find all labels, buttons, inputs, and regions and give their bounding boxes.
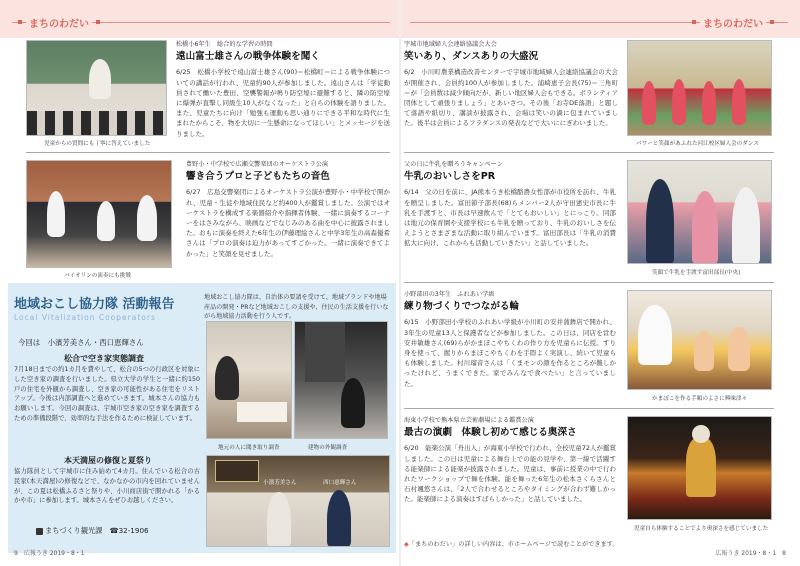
member-label: 西口恵輝さん xyxy=(323,480,357,486)
report-members: 今回は 小濱芳美さん・西口恵輝さん xyxy=(18,338,144,347)
contact-text: まちづくり観光課 ☎32-1906 xyxy=(45,526,149,535)
footer-note xyxy=(404,539,619,548)
photo-milk-handover xyxy=(627,160,772,264)
article-kicker: 海東小学校で熊本県立芸術劇場による鑑賞公演 xyxy=(404,417,534,424)
person-figure xyxy=(327,490,351,547)
footer-note-text: 「まちのわだい」の詳しい内容は、市ホームページで読むことができます。 xyxy=(408,541,619,548)
photo-kamaboko-making xyxy=(627,290,772,390)
article-title: 最古の演劇 体験し初めて感じる奥深さ xyxy=(404,427,577,439)
article-divider xyxy=(404,408,774,409)
article-body: 6/27 広島交響楽団によるオーケストラ公演が豊野小・中学校で開かれ、児童・生徒や地域住民など約400人が鑑賞しました。公演ではオーケストラを構成する楽器紹介や指揮者体験、一緒に演奏するコーナーをはさみながら、映画などでなじみのある曲を中心に披露されました。おもに演奏を終えた6年生の伊藤理絵さんと中学3年生の高森優希さんは「プロの演奏は迫力があってすごかった。一緒に演奏できてよかった」と笑顔を見せました。 xyxy=(186,188,390,258)
article-kamaboko xyxy=(404,290,616,419)
contact-icon xyxy=(36,528,43,535)
article-body: 6/25 松橋小学校で遠山富士雄さん(90)＝松橋町＝による戦争体験についての講話が行われ、児童約90人が参加しました。遠山さんは「学徒動員されて働いた豊田、空襲警報が鳴り防空壕に避難すると、隣の防空壕に爆弾が直撃し同級生10人がなくなった」と自らの体験を語りました。また、児童たちに向け「勉強も運動も思い通りにできる平和な時代に生まれたからこそ、物を大切に一生懸命になってほしい」とメッセージを送りました。 xyxy=(176,68,390,138)
photo-building-survey xyxy=(294,321,388,439)
dancer-figure xyxy=(672,79,686,125)
article-title: 遠山富士雄さんの戦争体験を聞く xyxy=(176,51,320,63)
article-war-story xyxy=(176,40,390,159)
article-title: 笑いあり、ダンスありの大盛況 xyxy=(404,51,539,63)
header-dot-icon xyxy=(692,20,696,24)
report-title: 地域おこし協力隊 活動報告 xyxy=(14,297,175,312)
contact-info xyxy=(36,526,149,536)
dancer-figure xyxy=(732,79,746,125)
photo-caption: バイオリンの演奏にも挑戦 xyxy=(64,273,131,279)
child-figure xyxy=(97,201,115,241)
person-figure xyxy=(341,378,365,428)
article-orchestra xyxy=(186,160,390,289)
section-header-left xyxy=(14,13,104,31)
photo-interview xyxy=(206,321,292,439)
photo-caption: 地元の人に聞き取り調査 xyxy=(218,445,280,451)
noh-mask xyxy=(692,425,710,443)
article-body: 6/14 父の日を前に、JA熊本うき松橋酪農女性部が市役所を訪れ、牛乳を贈呈しました。富田節子部長(68)らメンバー2人が守田憲史市長に牛乳を手渡すと、市長は早速飲んで「とてもおいしい」とにっこり。同部は地元の保育園や支援学校にも牛乳を贈っており、牛乳のおいしさを伝えようとさまざまな活動に取り組んでいます。富田部長は「牛乳の消費拡大に向け、これからも活動していきたい」と話していました。 xyxy=(404,188,616,248)
child-figure xyxy=(137,195,157,241)
chef-figure xyxy=(638,305,672,365)
article-divider xyxy=(26,152,390,153)
child-figure xyxy=(47,191,65,237)
noh-costume xyxy=(686,437,716,497)
page-number-left: 9 広報うき 2019・8・1 xyxy=(14,550,85,557)
woman-figure xyxy=(732,187,760,264)
article-womens-assoc xyxy=(404,40,618,159)
article-divider xyxy=(404,152,774,153)
article-milk-pr xyxy=(404,160,616,289)
person-figure xyxy=(267,492,291,547)
photo-members xyxy=(206,455,390,547)
photo-noh-performance xyxy=(627,416,772,520)
photo-war-story-lecture xyxy=(26,40,167,136)
article-body: 6/20 能楽公演「舟出入」が海東小学校で行われ、全校児童72人が鑑賞しました。この日は児童による舞台上での能の見学や、第一線で活躍する能楽師による能楽が披露されました。児童は、事前に授業の中で行われたワークショップで舞を体験。能を舞った6年生の松本さくらさんと石村颯悠さんは、「2人で合わせるところやタイミングが合わず難しかった。能楽師による演奏はすばらしかった」と話していました。 xyxy=(404,444,616,504)
photo-caption: 児童自ら体験することでより奥深さを感じていました xyxy=(634,526,769,532)
subsection-title: 本天満屋の修復と夏祭り xyxy=(64,456,152,465)
woman-figure xyxy=(692,191,718,264)
article-body: 6/15 小野部田小学校のふれあい学級が小川町の安井蒲鉾店で開かれ、3年生の児童13人と保護者などが参加しました。この日は、同店を営む安井敏雄さん(69)らがかまぼこやちくわの作り方を児童らに伝授。すり身を使って、握りからまぼこやちくわを手際よく実演し、続いて児童らも体験しました。村川瑠音さんは「くまモンの顔を作るところが難しかったけれど、うまくできた。家でみんなで食べたい」と言っていました。 xyxy=(404,318,616,388)
vitalization-report-panel xyxy=(8,283,396,553)
person-figure xyxy=(215,356,239,400)
section-header-text: まちのわだい xyxy=(26,15,92,30)
article-noh-theater xyxy=(404,416,616,545)
papers xyxy=(237,402,287,422)
article-kicker: 宇城市地域婦人会連絡協議会大会 xyxy=(404,41,497,48)
photo-caption: パワーと笑顔があふれた河江校区婦人会のダンス xyxy=(636,141,759,147)
photo-orchestra xyxy=(26,160,172,268)
section-header-text: まちのわだい xyxy=(700,15,766,30)
article-title: 牛乳のおいしさをPR xyxy=(404,171,496,183)
audience xyxy=(27,111,167,136)
report-intro: 地域おこし協力隊は、自治体の要請を受けて、地域ブランドや地場産品の開発・PRなど地域おこしの支援や、住民の生活支援を行いながら地域協力活動を行う人です。 xyxy=(204,294,389,321)
dancer-figure xyxy=(702,81,716,125)
speaker-figure xyxy=(89,59,111,99)
report-subtitle: Local Vitalization Cooperators xyxy=(14,313,156,322)
photo-caption: 建物の外観調査 xyxy=(308,445,348,451)
child-figure xyxy=(728,327,750,371)
subsection-body: 7月18日までの約1カ月を費やして、松合の5つの行政区を対象にした空き家の調査を行いました。県立大学の学生と一緒に約150戸の住宅を外観から調査し、空き家の可能性がある住宅をリストアップ。今後は内部調査へと進めていきます。城本さんの協力もお願いします。今回の調査は、宇城市空き家の空き家を調査するための準備段階で、効率的な手法を作るために検証しています。 xyxy=(14,366,200,422)
diamond-icon: ◆ xyxy=(404,541,409,548)
subsection-title: 松合で空き家実態調査 xyxy=(64,354,144,363)
page-gutter xyxy=(399,0,401,566)
article-kicker: 松橋小6年生 総合的な学習の時間 xyxy=(176,41,273,48)
building-wall xyxy=(305,322,345,382)
section-header-right xyxy=(688,13,778,31)
child-figure xyxy=(694,331,714,371)
article-title: 響き合うプロと子どもたちの音色 xyxy=(186,171,330,183)
article-body: 6/2 小川町農業構造改善センターで宇城市地域婦人会連絡協議会の大会が開催され、会員約100人が参加しました。浦崎恵子会長(75)＝三角町＝が「会員数は減少傾向だが、新しい地区婦人会もできる。ボランティア団体として頑張りましょう」とあいさつ。その後「お寺DE落語」と題して落語や紙切り、講談が披露され、会場は笑いの渦に包まれていました。後半は会員によるフラダンスの発表などで大いににぎわいました。 xyxy=(404,68,618,128)
mayor-figure xyxy=(646,179,674,264)
member-label: 小濱芳美さん xyxy=(263,480,297,486)
photo-caption: 児童からの質問にも丁寧に答えていました xyxy=(44,141,151,147)
header-dot-icon xyxy=(18,20,22,24)
article-kicker: 小野部田の3年生 ふれあい学級 xyxy=(404,291,495,298)
header-dot-icon xyxy=(96,20,100,24)
article-kicker: 豊野小・中学校で広瀬交響楽団のオーケストラ公演 xyxy=(186,161,329,168)
photo-hula-dance xyxy=(627,40,772,136)
article-kicker: 父の日に牛乳を贈ろうキャンペーン xyxy=(404,161,503,168)
shop-sign xyxy=(215,460,259,482)
page-number-right: 広報うき 2019・8・1 8 xyxy=(715,550,786,557)
article-divider xyxy=(404,282,774,283)
header-dot-icon xyxy=(770,20,774,24)
article-title: 練り物づくりでつながる輪 xyxy=(404,301,520,313)
photo-caption: かまぼこを作る手順のよさに興味津々 xyxy=(652,396,748,402)
dancer-figure xyxy=(642,81,656,125)
subsection-body: 協力隊員として宇城市に住み始めて4カ月。住んでいる松合の古民家(本天満屋)の修復などで、なかなかの市内を回れていませんが、この夏は松橋ふるさと祭りや、小川商店街で開かれる「かるかや市」に参加します。城本さんをぜひお越しください。 xyxy=(14,468,200,505)
photo-caption: 笑顔で牛乳を手渡す富田部長(中央) xyxy=(652,270,741,276)
